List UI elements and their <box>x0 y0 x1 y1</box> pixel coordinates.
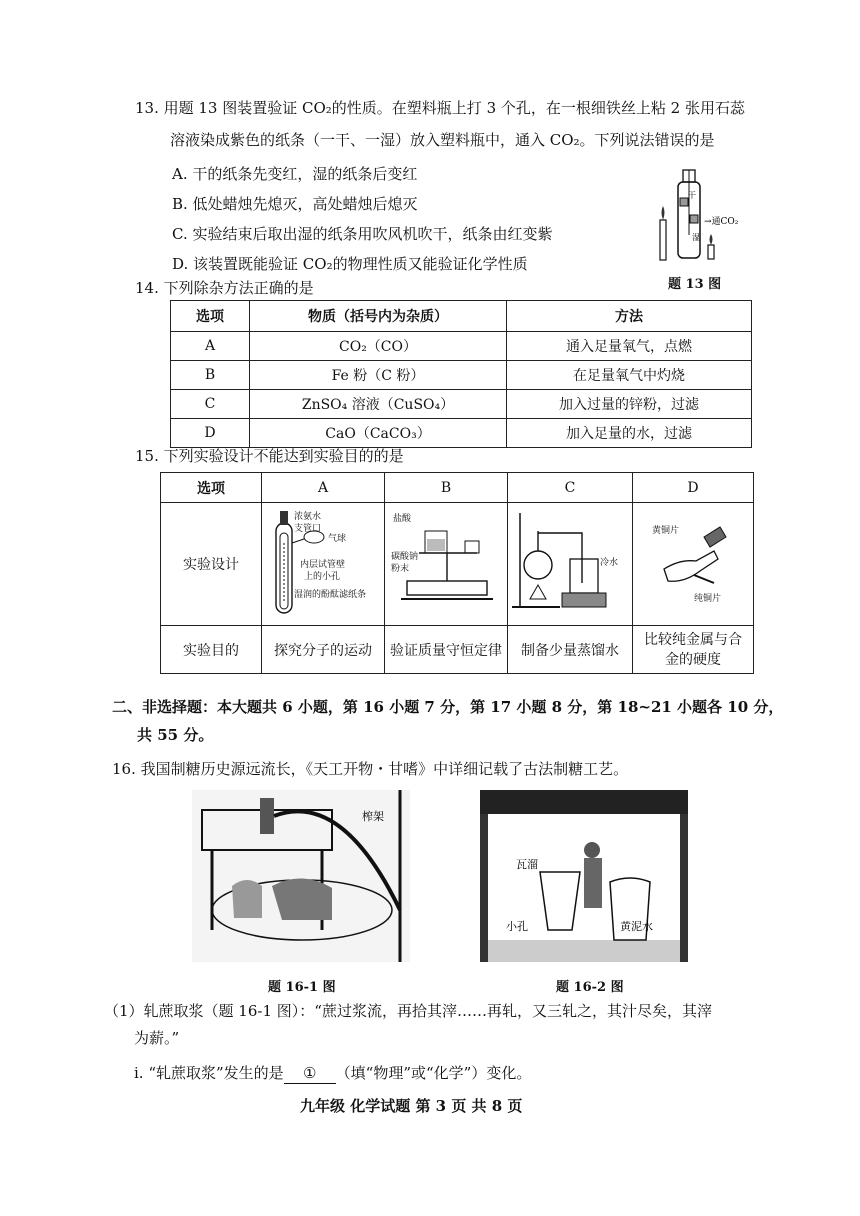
q13-wet-label: 湿 <box>692 233 700 242</box>
q14-header-method: 方法 <box>507 301 752 332</box>
answer-blank-1[interactable]: ① <box>284 1063 336 1084</box>
q15-d-label: 纯铜片 <box>694 594 722 604</box>
q14-cell: C <box>171 390 250 419</box>
q16-fig1-label: 榨架 <box>362 810 384 823</box>
q15-a-label: 湿润的酚酞滤纸条 <box>294 590 367 600</box>
q15-purpose-label: 实验目的 <box>161 626 262 674</box>
q14-cell: D <box>171 419 250 448</box>
q15-d-label: 黄铜片 <box>652 526 680 536</box>
q15-b-label: 碳酸钠 <box>391 552 419 562</box>
q15-table <box>160 472 754 674</box>
q14-cell: 通入足量氧气，点燃 <box>507 332 752 361</box>
q16-sub-i <box>134 1063 531 1084</box>
q13-co2-label: →通CO₂ <box>704 217 739 227</box>
q13-option-c: C. 实验结束后取出湿的纸条用吹风机吹干，纸条由红变紫 <box>172 225 553 243</box>
section2-heading-line2: 共 55 分。 <box>137 726 214 744</box>
q15-header-option: 选项 <box>161 473 262 503</box>
q14-cell: ZnSO₄ 溶液（CuSO₄） <box>250 390 507 419</box>
q15-a-label: 内层试管壁 <box>300 560 346 570</box>
table-row <box>171 332 752 361</box>
q16-part1-line2: 为薪。” <box>134 1029 180 1047</box>
q15-purpose-c: 制备少量蒸馏水 <box>508 626 633 674</box>
q14-cell: Fe 粉（C 粉） <box>250 361 507 390</box>
q15-c-label: 冷水 <box>600 558 619 568</box>
q16-figure-1 <box>192 790 410 962</box>
q13-line2: 溶液染成紫色的纸条（一干、一湿）放入塑料瓶中，通入 CO₂。下列说法错误的是 <box>170 131 715 149</box>
q13-option-b: B. 低处蜡烛先熄灭，高处蜡烛后熄灭 <box>172 195 418 213</box>
q14-header-option: 选项 <box>171 301 250 332</box>
q14-cell: 在足量氧气中灼烧 <box>507 361 752 390</box>
q15-design-row <box>161 503 754 626</box>
q13-figure <box>648 160 758 270</box>
q16-fig2-label: 瓦溜 <box>516 858 538 871</box>
q16-figure-2 <box>480 790 688 962</box>
q15-purpose-d: 比较纯金属与合金的硬度 <box>633 626 754 674</box>
q13-caption: 题 13 图 <box>668 277 722 292</box>
q16-part1-line1: （1）轧蔗取浆（题 16-1 图）：“蔗过浆流，再拾其滓……再轧，又三轧之，其汁尽矣，其滓 <box>104 1002 712 1020</box>
q15-design-label: 实验设计 <box>161 503 262 626</box>
q13-dry-label: 干 <box>688 191 696 200</box>
q16-fig2-label: 黄泥水 <box>620 920 653 933</box>
q15-b-label: 粉末 <box>391 564 410 574</box>
q15-header-row <box>161 473 754 503</box>
q14-cell: CO₂（CO） <box>250 332 507 361</box>
q16-sub-i-before: i. “轧蔗取浆”发生的是 <box>134 1064 284 1082</box>
q15-a-label: 上的小孔 <box>304 572 341 582</box>
table-row <box>171 419 752 448</box>
q15-header-b: B <box>385 473 508 503</box>
q14-header-row <box>171 301 752 332</box>
q14-cell: A <box>171 332 250 361</box>
q15-header-c: C <box>508 473 633 503</box>
q15-stem: 15. 下列实验设计不能达到实验目的的是 <box>135 447 404 465</box>
q15-figure-b <box>387 503 505 621</box>
section2-heading-line1: 二、非选择题：本大题共 6 小题，第 16 小题 7 分，第 17 小题 8 分，第 18~21 小题各 10 分， <box>112 698 784 716</box>
q14-cell: 加入过量的锌粉，过滤 <box>507 390 752 419</box>
q15-design-c <box>508 503 633 626</box>
q15-figure-a <box>264 503 382 621</box>
q15-header-a: A <box>262 473 385 503</box>
q15-design-d <box>633 503 754 626</box>
q13-option-d: D. 该装置既能验证 CO₂的物理性质又能验证化学性质 <box>172 255 528 273</box>
q15-figure-c <box>510 503 630 621</box>
q16-fig1-caption: 题 16-1 图 <box>268 980 336 995</box>
q15-design-a <box>262 503 385 626</box>
q15-header-d: D <box>633 473 754 503</box>
q15-figure-d <box>634 503 752 621</box>
q14-cell: CaO（CaCO₃） <box>250 419 507 448</box>
q16-fig2-caption: 题 16-2 图 <box>556 980 624 995</box>
q16-fig2-label: 小孔 <box>506 920 528 933</box>
q15-purpose-row <box>161 626 754 674</box>
table-row <box>171 361 752 390</box>
q14-cell: 加入足量的水，过滤 <box>507 419 752 448</box>
q16-sub-i-after: （填“物理”或“化学”）变化。 <box>335 1064 532 1082</box>
q15-b-label: 盐酸 <box>393 514 412 524</box>
q14-table <box>170 300 752 448</box>
page-footer: 九年级 化学试题 第 3 页 共 8 页 <box>300 1097 523 1115</box>
q15-design-b <box>385 503 508 626</box>
q13-option-a: A. 干的纸条先变红，湿的纸条后变红 <box>172 165 418 183</box>
q13-line1: 13. 用题 13 图装置验证 CO₂的性质。在塑料瓶上打 3 个孔，在一根细铁丝上粘 2 张用石蕊 <box>135 99 745 117</box>
table-row <box>171 390 752 419</box>
q15-a-label: 气球 <box>328 534 347 544</box>
q15-purpose-a: 探究分子的运动 <box>262 626 385 674</box>
q14-stem: 14. 下列除杂方法正确的是 <box>135 279 314 297</box>
q14-cell: B <box>171 361 250 390</box>
q14-header-substance: 物质（括号内为杂质） <box>250 301 507 332</box>
q16-stem: 16. 我国制糖历史源远流长，《天工开物・甘嗜》中详细记载了古法制糖工艺。 <box>112 760 629 778</box>
q15-purpose-b: 验证质量守恒定律 <box>385 626 508 674</box>
q15-a-label: 浓氨水 <box>294 512 322 522</box>
q15-a-label: 支管口 <box>294 524 322 534</box>
